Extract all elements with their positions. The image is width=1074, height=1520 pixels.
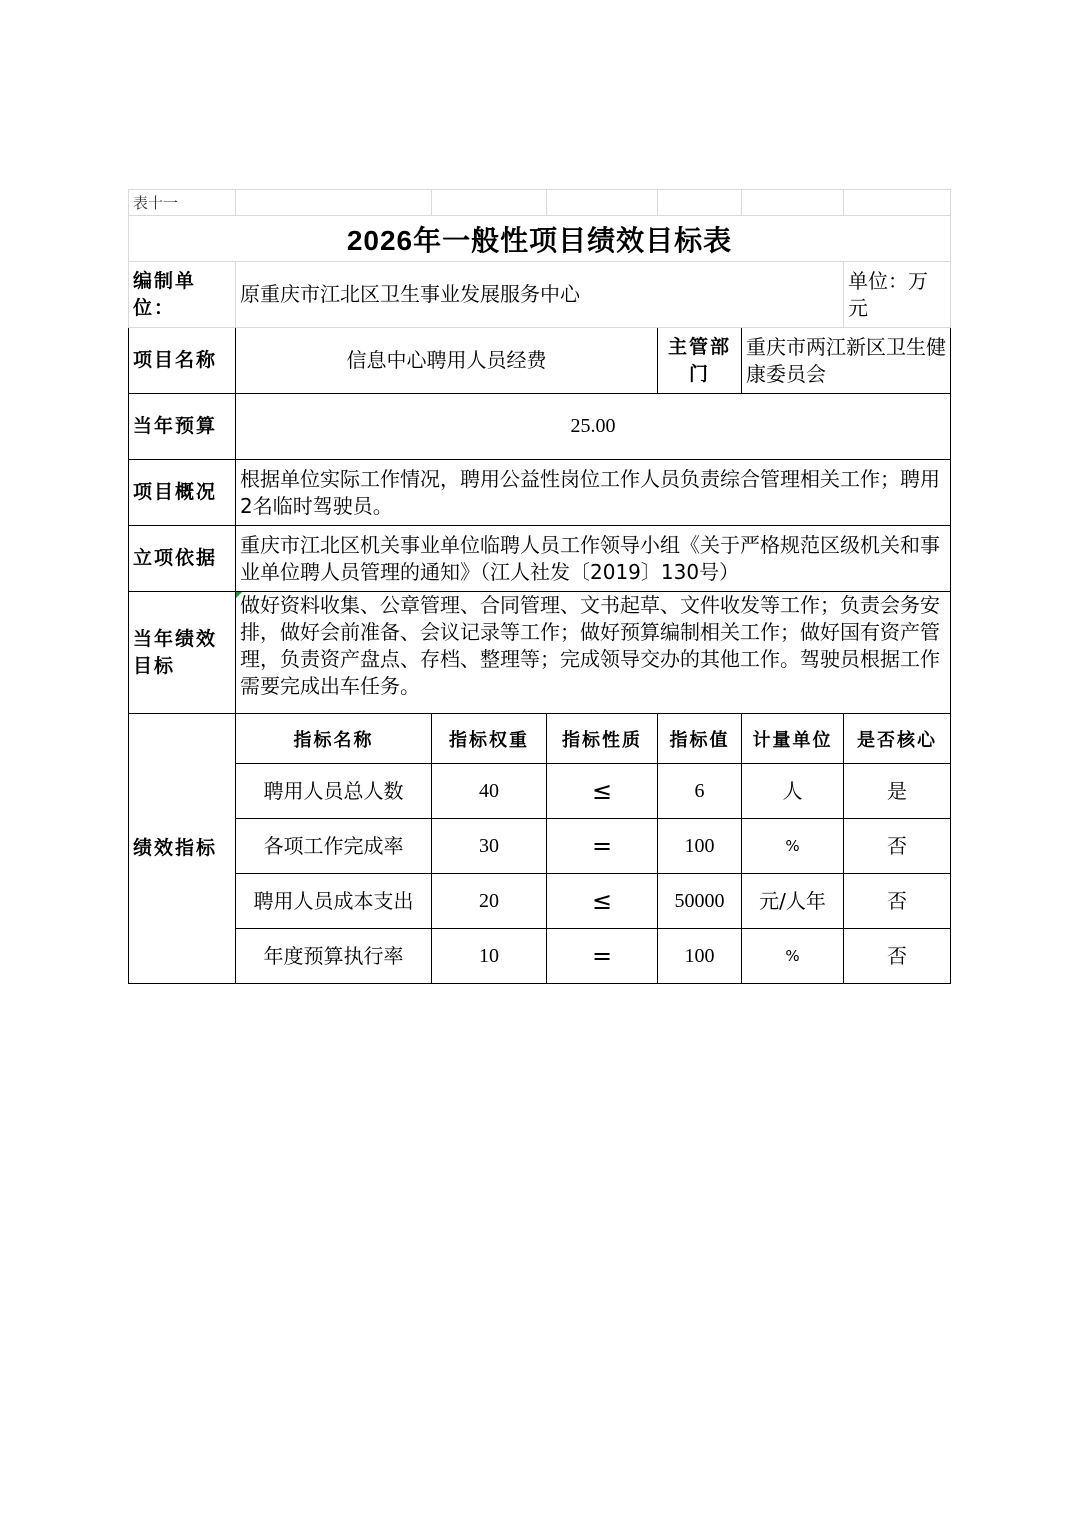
indicator-nature: ≤: [547, 764, 658, 819]
header-indicator-nature: 指标性质: [547, 714, 658, 764]
currency-unit: 单位：万元: [844, 262, 951, 328]
empty-cell: [432, 190, 547, 216]
indicator-value: 6: [658, 764, 742, 819]
prep-unit-value: 原重庆市江北区卫生事业发展服务中心: [236, 262, 844, 328]
empty-cell: [547, 190, 658, 216]
indicator-unit: %: [742, 929, 844, 984]
indicator-name: 聘用人员成本支出: [236, 874, 432, 929]
indicator-value: 50000: [658, 874, 742, 929]
indicator-core: 是: [844, 764, 951, 819]
project-name-value: 信息中心聘用人员经费: [236, 328, 658, 394]
header-is-core: 是否核心: [844, 714, 951, 764]
basis-value: 重庆市江北区机关事业单位临聘人员工作领导小组《关于严格规范区级机关和事业单位聘人员管理的通知》（江人社发〔2019〕130号）: [236, 526, 951, 592]
header-measure-unit: 计量单位: [742, 714, 844, 764]
indicator-weight: 30: [432, 819, 547, 874]
basis-label: 立项依据: [129, 526, 236, 592]
indicator-nature: =: [547, 929, 658, 984]
indicator-name: 各项工作完成率: [236, 819, 432, 874]
indicator-weight: 20: [432, 874, 547, 929]
indicator-nature: =: [547, 819, 658, 874]
indicator-name: 聘用人员总人数: [236, 764, 432, 819]
table-row: [129, 764, 951, 819]
empty-cell: [742, 190, 844, 216]
page-title: 2026年一般性项目绩效目标表: [129, 216, 951, 262]
goal-label: 当年绩效目标: [129, 592, 236, 714]
table-row: [129, 874, 951, 929]
dept-value: 重庆市两江新区卫生健康委员会: [742, 328, 951, 394]
budget-value: 25.00: [236, 394, 951, 460]
indicator-weight: 40: [432, 764, 547, 819]
table-row: [129, 929, 951, 984]
header-indicator-name: 指标名称: [236, 714, 432, 764]
overview-value: 根据单位实际工作情况，聘用公益性岗位工作人员负责综合管理相关工作；聘用2名临时驾驶员。: [236, 460, 951, 526]
indicator-unit: %: [742, 819, 844, 874]
indicator-core: 否: [844, 929, 951, 984]
table-tag: 表十一: [129, 190, 236, 216]
indicator-unit: 人: [742, 764, 844, 819]
indicator-core: 否: [844, 874, 951, 929]
indicator-value: 100: [658, 819, 742, 874]
indicator-value: 100: [658, 929, 742, 984]
overview-label: 项目概况: [129, 460, 236, 526]
indicator-unit: 元/人年: [742, 874, 844, 929]
indicator-nature: ≤: [547, 874, 658, 929]
indicator-core: 否: [844, 819, 951, 874]
empty-cell: [658, 190, 742, 216]
header-indicator-weight: 指标权重: [432, 714, 547, 764]
performance-target-table: [128, 189, 951, 984]
indicator-name: 年度预算执行率: [236, 929, 432, 984]
header-indicator-value: 指标值: [658, 714, 742, 764]
indicator-label: 绩效指标: [129, 714, 236, 984]
project-name-label: 项目名称: [129, 328, 236, 394]
goal-value: 做好资料收集、公章管理、合同管理、文书起草、文件收发等工作；负责会务安排，做好会前准备、会议记录等工作；做好预算编制相关工作；做好国有资产管理，负责资产盘点、存档、整理等；完成领导交办的其他工作。驾驶员根据工作需要完成出车任务。: [236, 592, 951, 714]
dept-label: 主管部门: [658, 328, 742, 394]
empty-cell: [236, 190, 432, 216]
empty-cell: [844, 190, 951, 216]
indicator-weight: 10: [432, 929, 547, 984]
budget-label: 当年预算: [129, 394, 236, 460]
prep-unit-label: 编制单位：: [129, 262, 236, 328]
table-row: [129, 819, 951, 874]
